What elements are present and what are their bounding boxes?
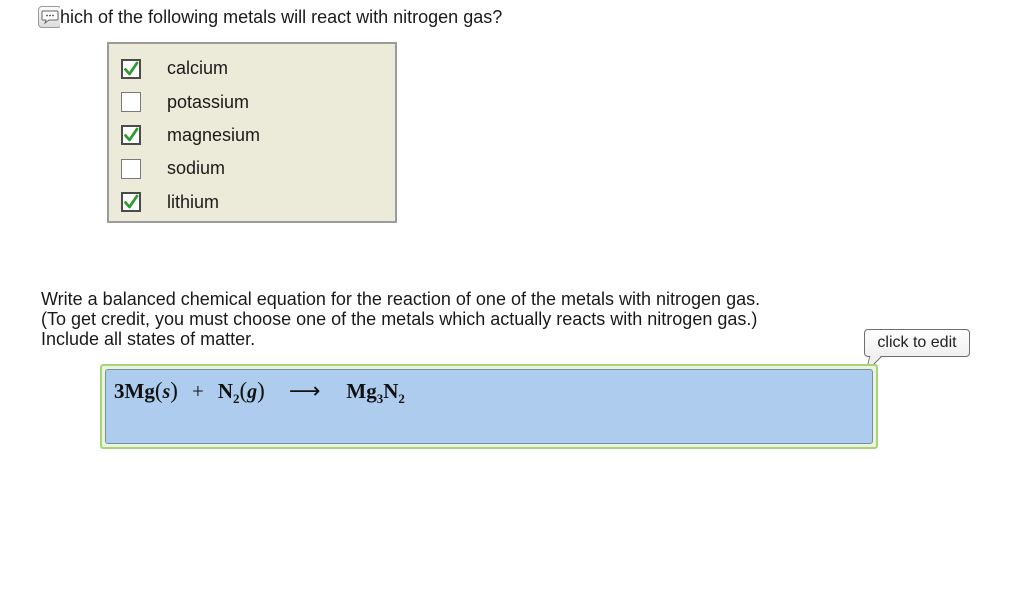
reactant-1: 3Mg	[114, 379, 155, 403]
reaction-arrow: ⟶	[288, 379, 321, 404]
product-element-1: Mg	[346, 379, 377, 403]
checkmark-icon	[123, 61, 139, 77]
choice-label: calcium	[167, 58, 229, 79]
choice-label: potassium	[167, 91, 250, 112]
paren-close: )	[257, 378, 265, 403]
hint-button[interactable]	[38, 6, 62, 28]
click-to-edit-tooltip[interactable]: click to edit	[864, 329, 970, 357]
answer-field-frame	[100, 364, 878, 449]
question-2-line-3: Include all states of matter.	[41, 329, 256, 349]
choice-sodium[interactable]	[109, 152, 395, 185]
reactant-1-state: s	[162, 381, 171, 403]
question-2-text	[41, 289, 881, 349]
reactant-2-state: g	[247, 381, 258, 403]
speech-bubble-icon	[41, 9, 59, 25]
choice-label: magnesium	[167, 124, 261, 145]
question-1-header	[38, 6, 502, 28]
paren-open: (	[239, 378, 248, 403]
checkbox-magnesium[interactable]	[121, 125, 141, 145]
choice-calcium[interactable]	[109, 52, 395, 85]
choice-label: sodium	[167, 158, 226, 179]
choice-label: lithium	[167, 191, 220, 212]
question-1-text: hich of the following metals will react with nitrogen gas?	[60, 7, 503, 27]
question-2-line-1: Write a balanced chemical equation for the reaction of one of the metals with nitrogen gas.	[41, 289, 761, 309]
paren-open: (	[154, 378, 163, 403]
checkmark-icon	[123, 127, 139, 143]
checkbox-calcium[interactable]	[121, 59, 141, 79]
choice-potassium[interactable]	[109, 85, 395, 118]
checkbox-lithium[interactable]	[121, 192, 141, 212]
product-subscript-1: 3	[376, 391, 384, 406]
plus-sign: +	[191, 379, 204, 403]
reactant-2-subscript: 2	[232, 391, 240, 406]
choice-lithium[interactable]	[109, 186, 395, 219]
product-subscript-2: 2	[398, 391, 405, 406]
answer-choices	[107, 42, 397, 223]
product-element-2: N	[383, 379, 399, 403]
choice-magnesium[interactable]	[109, 119, 395, 152]
paren-close: )	[170, 378, 178, 403]
chemical-equation	[114, 378, 405, 404]
equation-editor-field[interactable]	[105, 369, 873, 444]
checkbox-potassium[interactable]	[121, 92, 141, 112]
checkmark-icon	[123, 194, 139, 210]
reactant-2: N	[217, 379, 233, 403]
question-2-line-2: (To get credit, you must choose one of the metals which actually reacts with nitrogen gas.)	[41, 309, 758, 329]
checkbox-sodium[interactable]	[121, 159, 141, 179]
